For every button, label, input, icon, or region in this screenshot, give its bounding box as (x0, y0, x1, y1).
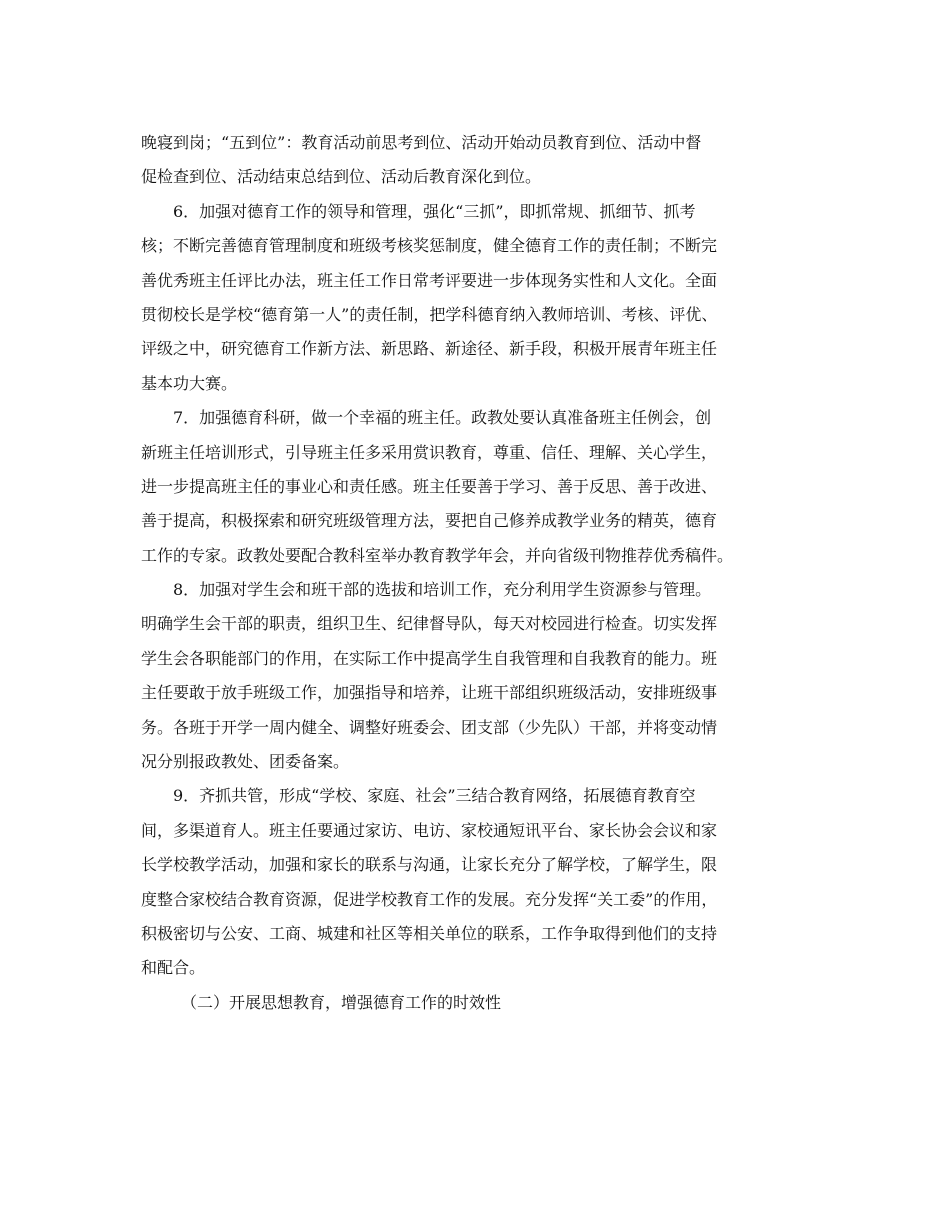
text-line: 明确学生会干部的职责，组织卫生、纪律督导队，每天对校园进行检查。切实发挥 (141, 614, 718, 634)
text-line: 务。各班于开学一周内健全、调整好班委会、团支部（少先队）干部，并将变动情 (141, 717, 718, 737)
document-body (141, 126, 821, 1020)
text-line: 况分别报政教处、团委备案。 (141, 752, 350, 772)
text-line: 积极密切与公安、工商、城建和社区等相关单位的联系，工作争取得到他们的支持 (141, 923, 718, 943)
text-line: 核；不断完善德育管理制度和班级考核奖惩制度，健全德育工作的责任制；不断完 (141, 236, 718, 256)
text-line: 7．加强德育科研，做一个幸福的班主任。政教处要认真准备班主任例会，创 (173, 408, 712, 428)
text-line: 6．加强对德育工作的领导和管理，强化“三抓”，即抓常规、抓细节、抓考 (173, 201, 696, 221)
text-line: 善于提高，积极探索和研究班级管理方法，要把自己修养成教学业务的精英，德育 (141, 511, 718, 531)
text-line: 学生会各职能部门的作用，在实际工作中提高学生自我管理和自我教育的能力。班 (141, 648, 718, 668)
text-line: 晚寝到岗；“五到位”：教育活动前思考到位、活动开始动员教育到位、活动中督 (141, 133, 702, 152)
text-line: 基本功大赛。 (141, 373, 238, 393)
text-line: 善优秀班主任评比办法，班主任工作日常考评要进一步体现务实性和人文化。全面 (141, 270, 718, 290)
text-line: 度整合家校结合教育资源，促进学校教育工作的发展。充分发挥“关工委”的作用， (141, 889, 718, 909)
text-line: 新班主任培训形式，引导班主任多采用赏识教育，尊重、信任、理解、关心学生， (141, 442, 718, 462)
text-line: 贯彻校长是学校“德育第一人”的责任制，把学科德育纳入教师培训、考核、评优、 (141, 304, 718, 324)
text-line: 8．加强对学生会和班干部的选拔和培训工作，充分利用学生资源参与管理。 (173, 580, 712, 600)
text-line: 评级之中，研究德育工作新方法、新思路、新途径、新手段，积极开展青年班主任 (141, 339, 718, 359)
text-line: 9．齐抓共管，形成“学校、家庭、社会”三结合教育网络，拓展德育教育空 (173, 786, 696, 806)
text-line: 主任要敢于放手班级工作，加强指导和培养，让班干部组织班级活动，安排班级事 (141, 683, 718, 703)
text-line: 促检查到位、活动结束总结到位、活动后教育深化到位。 (141, 167, 542, 187)
text-line: 工作的专家。政教处要配合教科室举办教育教学年会，并向省级刊物推荐优秀稿件。 (141, 545, 734, 565)
paragraph-lines (141, 126, 821, 986)
text-line: 和配合。 (141, 958, 206, 978)
text-line: 进一步提高班主任的事业心和责任感。班主任要善于学习、善于反思、善于改进、 (141, 476, 718, 496)
text-line: 间，多渠道育人。班主任要通过家访、电访、家校通短讯平台、家长协会会议和家 (141, 820, 718, 840)
section-heading: （二）开展思想教育，增强德育工作的时效性 (181, 992, 502, 1012)
text-line: 长学校教学活动，加强和家长的联系与沟通，让家长充分了解学校，了解学生，限 (141, 855, 718, 875)
